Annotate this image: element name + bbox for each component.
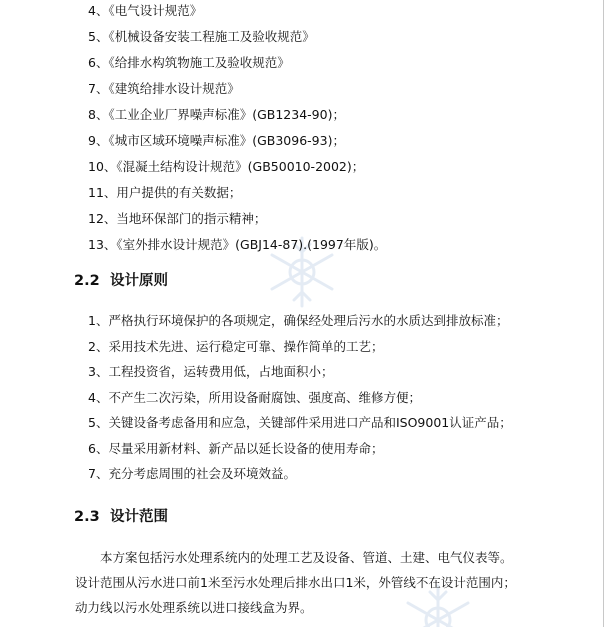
paragraph-line: 动力线以污水处理系统以进口接线盒为界。 [75, 600, 313, 615]
section-heading-design-scope [74, 505, 168, 526]
section-number: 2.2 [74, 273, 100, 289]
list-item: 9、《城市区域环境噪声标准》(GB3096-93)； [88, 133, 345, 148]
list-item: 2、采用技术先进、运行稳定可靠、操作简单的工艺； [88, 338, 384, 354]
list-item: 5、《机械设备安装工程施工及验收规范》 [88, 29, 315, 44]
list-item: 6、《给排水构筑物施工及验收规范》 [88, 55, 290, 70]
list-item: 13、《室外排水设计规范》(GBJ14-87).(1997年版)。 [88, 237, 387, 252]
section-title: 设计范围 [110, 509, 168, 525]
section-heading-design-principles [74, 269, 168, 290]
list-item: 4、《电气设计规范》 [88, 3, 203, 18]
paragraph-line: 设计范围从污水进口前1米至污水处理后排水出口1米，外管线不在设计范围内； [75, 575, 516, 590]
list-item: 12、当地环保部门的指示精神； [88, 211, 267, 226]
section-title: 设计原则 [110, 273, 168, 289]
list-item: 8、《工业企业厂界噪声标准》(GB1234-90)； [88, 107, 345, 122]
list-item: 3、工程投资省，运转费用低，占地面积小； [88, 364, 334, 379]
list-item: 1、严格执行环境保护的各项规定，确保经处理后污水的水质达到排放标准； [88, 313, 509, 328]
section-number: 2.3 [74, 509, 100, 525]
list-item: 5、关键设备考虑备用和应急，关键部件采用进口产品和ISO9001认证产品； [88, 415, 512, 430]
list-item: 10、《混凝土结构设计规范》(GB50010-2002)； [88, 159, 365, 174]
paragraph-line: 本方案包括污水处理系统内的处理工艺及设备、管道、土建、电气仪表等。 [100, 550, 513, 565]
list-item: 4、不产生二次污染，所用设备耐腐蚀、强度高、维修方便； [88, 389, 421, 405]
list-item: 7、充分考虑周围的社会及环境效益。 [88, 466, 296, 481]
page-edge-divider [603, 0, 604, 627]
list-item: 6、尽量采用新材料、新产品以延长设备的使用寿命； [88, 440, 384, 456]
design-principles-list [88, 308, 512, 487]
design-scope-paragraph [75, 545, 535, 620]
reference-standards-list [88, 0, 386, 258]
list-item: 7、《建筑给排水设计规范》 [88, 81, 240, 96]
list-item: 11、用户提供的有关数据； [88, 185, 242, 200]
